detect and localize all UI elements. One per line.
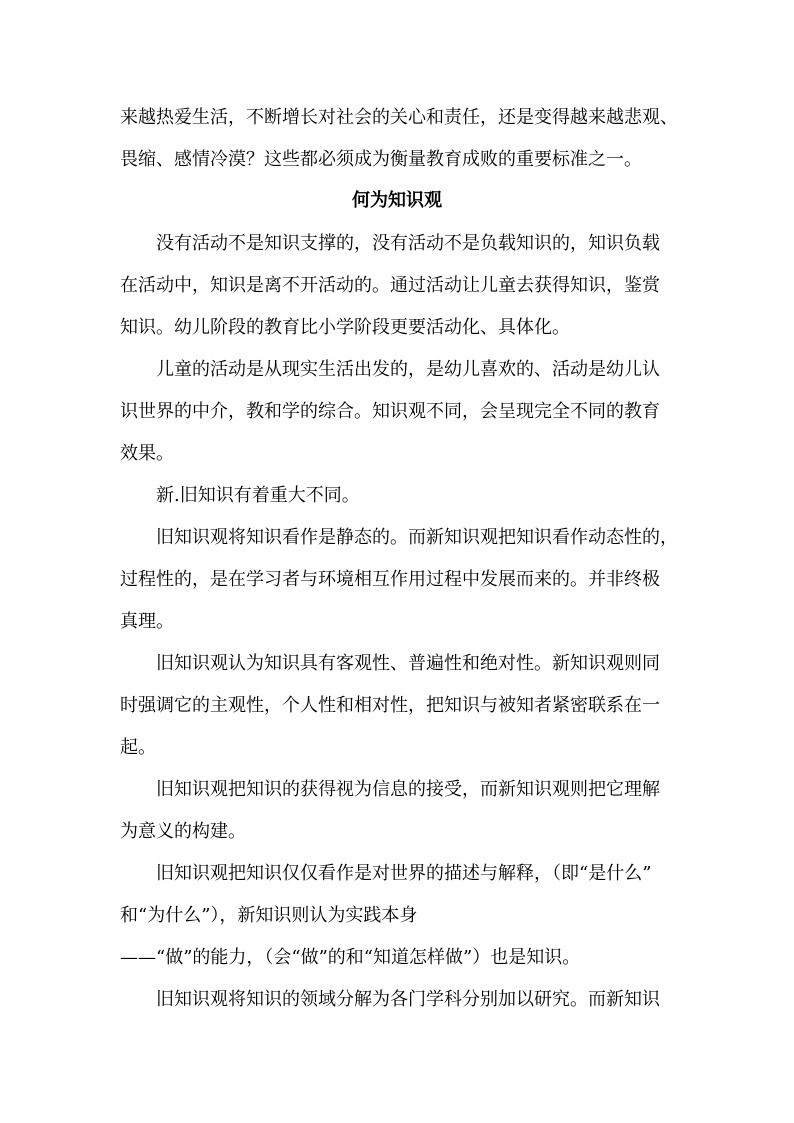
paragraph-2-line-2: 识世界的中介，教和学的综合。知识观不同，会呈现完全不同的教育 — [120, 401, 660, 422]
section-heading: 何为知识观 — [352, 190, 442, 211]
paragraph-2-line-3: 效果。 — [120, 443, 174, 464]
paragraph-7-line-3: ——“做”的能力，（会“做”的和“知道怎样做”）也是知识。 — [120, 947, 581, 968]
paragraph-5-line-1: 旧知识观认为知识具有客观性、普遍性和绝对性。新知识观则同 — [156, 653, 660, 674]
paragraph-5-line-2: 时强调它的主观性，个人性和相对性，把知识与被知者紧密联系在一 — [120, 695, 660, 716]
paragraph-3-line-1: 新.旧知识有着重大不同。 — [156, 485, 360, 506]
paragraph-6-line-2: 为意义的构建。 — [120, 821, 246, 842]
intro-line-1: 来越热爱生活，不断增长对社会的关心和责任，还是变得越来越悲观、 — [120, 107, 678, 128]
paragraph-6-line-1: 旧知识观把知识的获得视为信息的接受，而新知识观则把它理解 — [156, 779, 660, 800]
paragraph-7-line-2: 和“为什么”），新知识则认为实践本身 — [120, 905, 418, 926]
paragraph-4-line-3: 真理。 — [120, 611, 174, 632]
paragraph-8-line-1: 旧知识观将知识的领域分解为各门学科分别加以研究。而新知识 — [156, 989, 660, 1010]
paragraph-4-line-1: 旧知识观将知识看作是静态的。而新知识观把知识看作动态性的， — [156, 527, 678, 548]
intro-line-2: 畏缩、感情冷漠？这些都必须成为衡量教育成败的重要标准之一。 — [120, 149, 642, 170]
paragraph-2-line-1: 儿童的活动是从现实生活出发的，是幼儿喜欢的、活动是幼儿认 — [156, 359, 660, 380]
paragraph-5-line-3: 起。 — [120, 737, 156, 758]
paragraph-1-line-1: 没有活动不是知识支撑的，没有活动不是负载知识的，知识负载 — [156, 233, 660, 254]
paragraph-7-line-1: 旧知识观把知识仅仅看作是对世界的描述与解释，（即“是什么” — [156, 863, 652, 884]
paragraph-1-line-2: 在活动中，知识是离不开活动的。通过活动让儿童去获得知识，鉴赏 — [120, 275, 660, 296]
paragraph-1-line-3: 知识。幼儿阶段的教育比小学阶段更要活动化、具体化。 — [120, 317, 570, 338]
paragraph-4-line-2: 过程性的，是在学习者与环境相互作用过程中发展而来的。并非终极 — [120, 569, 660, 590]
